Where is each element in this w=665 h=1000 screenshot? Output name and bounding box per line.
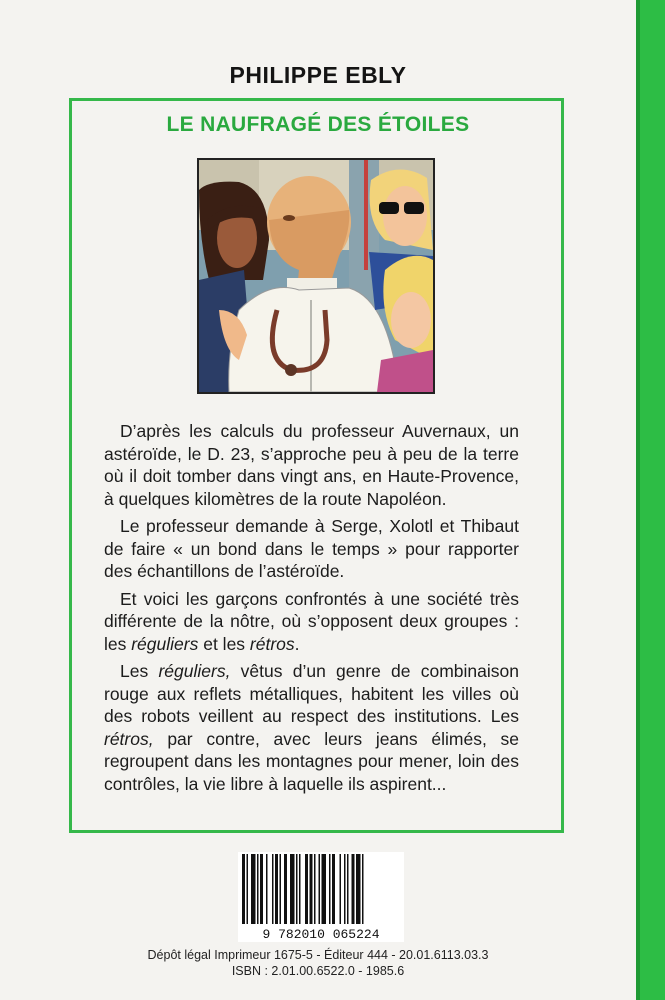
legal-notice xyxy=(0,947,636,979)
barcode-bar xyxy=(290,854,295,924)
barcode-bar xyxy=(332,854,335,924)
barcode-bar xyxy=(247,854,249,924)
barcode-bar xyxy=(329,854,331,924)
barcode-bar xyxy=(272,854,274,924)
barcode-bar xyxy=(257,854,259,924)
barcode-bar xyxy=(314,854,316,924)
barcode-bar xyxy=(340,854,342,924)
barcode-digits: 9 782010 065224 xyxy=(262,927,380,942)
text-run: vêtus d’un genre de combinaison rouge aux reflets métalliques, habitent les villes où des robots veillent au respect des institutions. Les xyxy=(104,661,519,726)
cover-illustration xyxy=(197,158,435,394)
barcode-bar xyxy=(242,854,245,924)
barcode-bar xyxy=(296,854,298,924)
spine-edge xyxy=(636,0,640,1000)
book-spine xyxy=(636,0,665,1000)
barcode-bar xyxy=(352,854,355,924)
legal-line-1: Dépôt légal Imprimeur 1675-5 - Éditeur 444 - 20.01.6113.03.3 xyxy=(147,948,489,962)
barcode-bar xyxy=(356,854,361,924)
blurb-paragraph-4 xyxy=(104,660,519,795)
barcode-bar xyxy=(280,854,282,924)
emphasis-retros: rétros xyxy=(249,633,295,654)
blurb-paragraph-2: Le professeur demande à Serge, Xolotl et Thibaut de faire « un bond dans le temps » pour rapporter des échantillons de l’astéroïde. xyxy=(104,516,519,581)
book-title: LE NAUFRAGÉ DES ÉTOILES xyxy=(166,113,470,136)
author-name: PHILIPPE EBLY xyxy=(229,62,407,88)
barcode-bar xyxy=(310,854,313,924)
barcode-bars xyxy=(238,852,404,942)
text-run: Les xyxy=(120,661,159,681)
barcode-bar xyxy=(251,854,256,924)
barcode-bar xyxy=(362,854,364,924)
barcode-bar xyxy=(260,854,263,924)
text-run: Et voici les garçons confrontés à une société très différente de la nôtre, où s’opposent deux groupes : les xyxy=(104,588,519,654)
blurb-paragraph-1: D’après les calculs du professeur Auvernaux, un astéroïde, le D. 23, s’approche peu à peu de la terre où il doit tomber dans vingt ans, en Haute-Provence, à quelques kilomètres de la route Napoléon. xyxy=(104,421,519,509)
emphasis-reguliers: réguliers xyxy=(131,633,199,654)
barcode-bar xyxy=(347,854,349,924)
isbn-line: ISBN : 2.01.00.6522.0 - 1985.6 xyxy=(231,964,405,978)
text-run: par contre, avec leurs jeans élimés, se regroupent dans les montagnes pour mener, loin des contrôles, la vie libre à laquelle ils aspirent... xyxy=(104,728,519,794)
text-run: et les xyxy=(198,633,250,654)
emphasis-retros: rétros, xyxy=(104,728,154,749)
barcode-bar xyxy=(344,854,346,924)
barcode-bar xyxy=(305,854,308,924)
barcode-bar xyxy=(299,854,301,924)
isbn-barcode xyxy=(238,852,404,942)
barcode-bar xyxy=(322,854,327,924)
barcode-bar xyxy=(319,854,321,924)
text-run: . xyxy=(294,633,300,654)
barcode-bar xyxy=(284,854,287,924)
emphasis-reguliers: réguliers, xyxy=(158,661,231,681)
illustration-drawing xyxy=(199,160,433,392)
blurb-text xyxy=(104,420,519,800)
blurb-paragraph-3 xyxy=(104,588,519,656)
barcode-bar xyxy=(266,854,268,924)
barcode-bar xyxy=(275,854,278,924)
